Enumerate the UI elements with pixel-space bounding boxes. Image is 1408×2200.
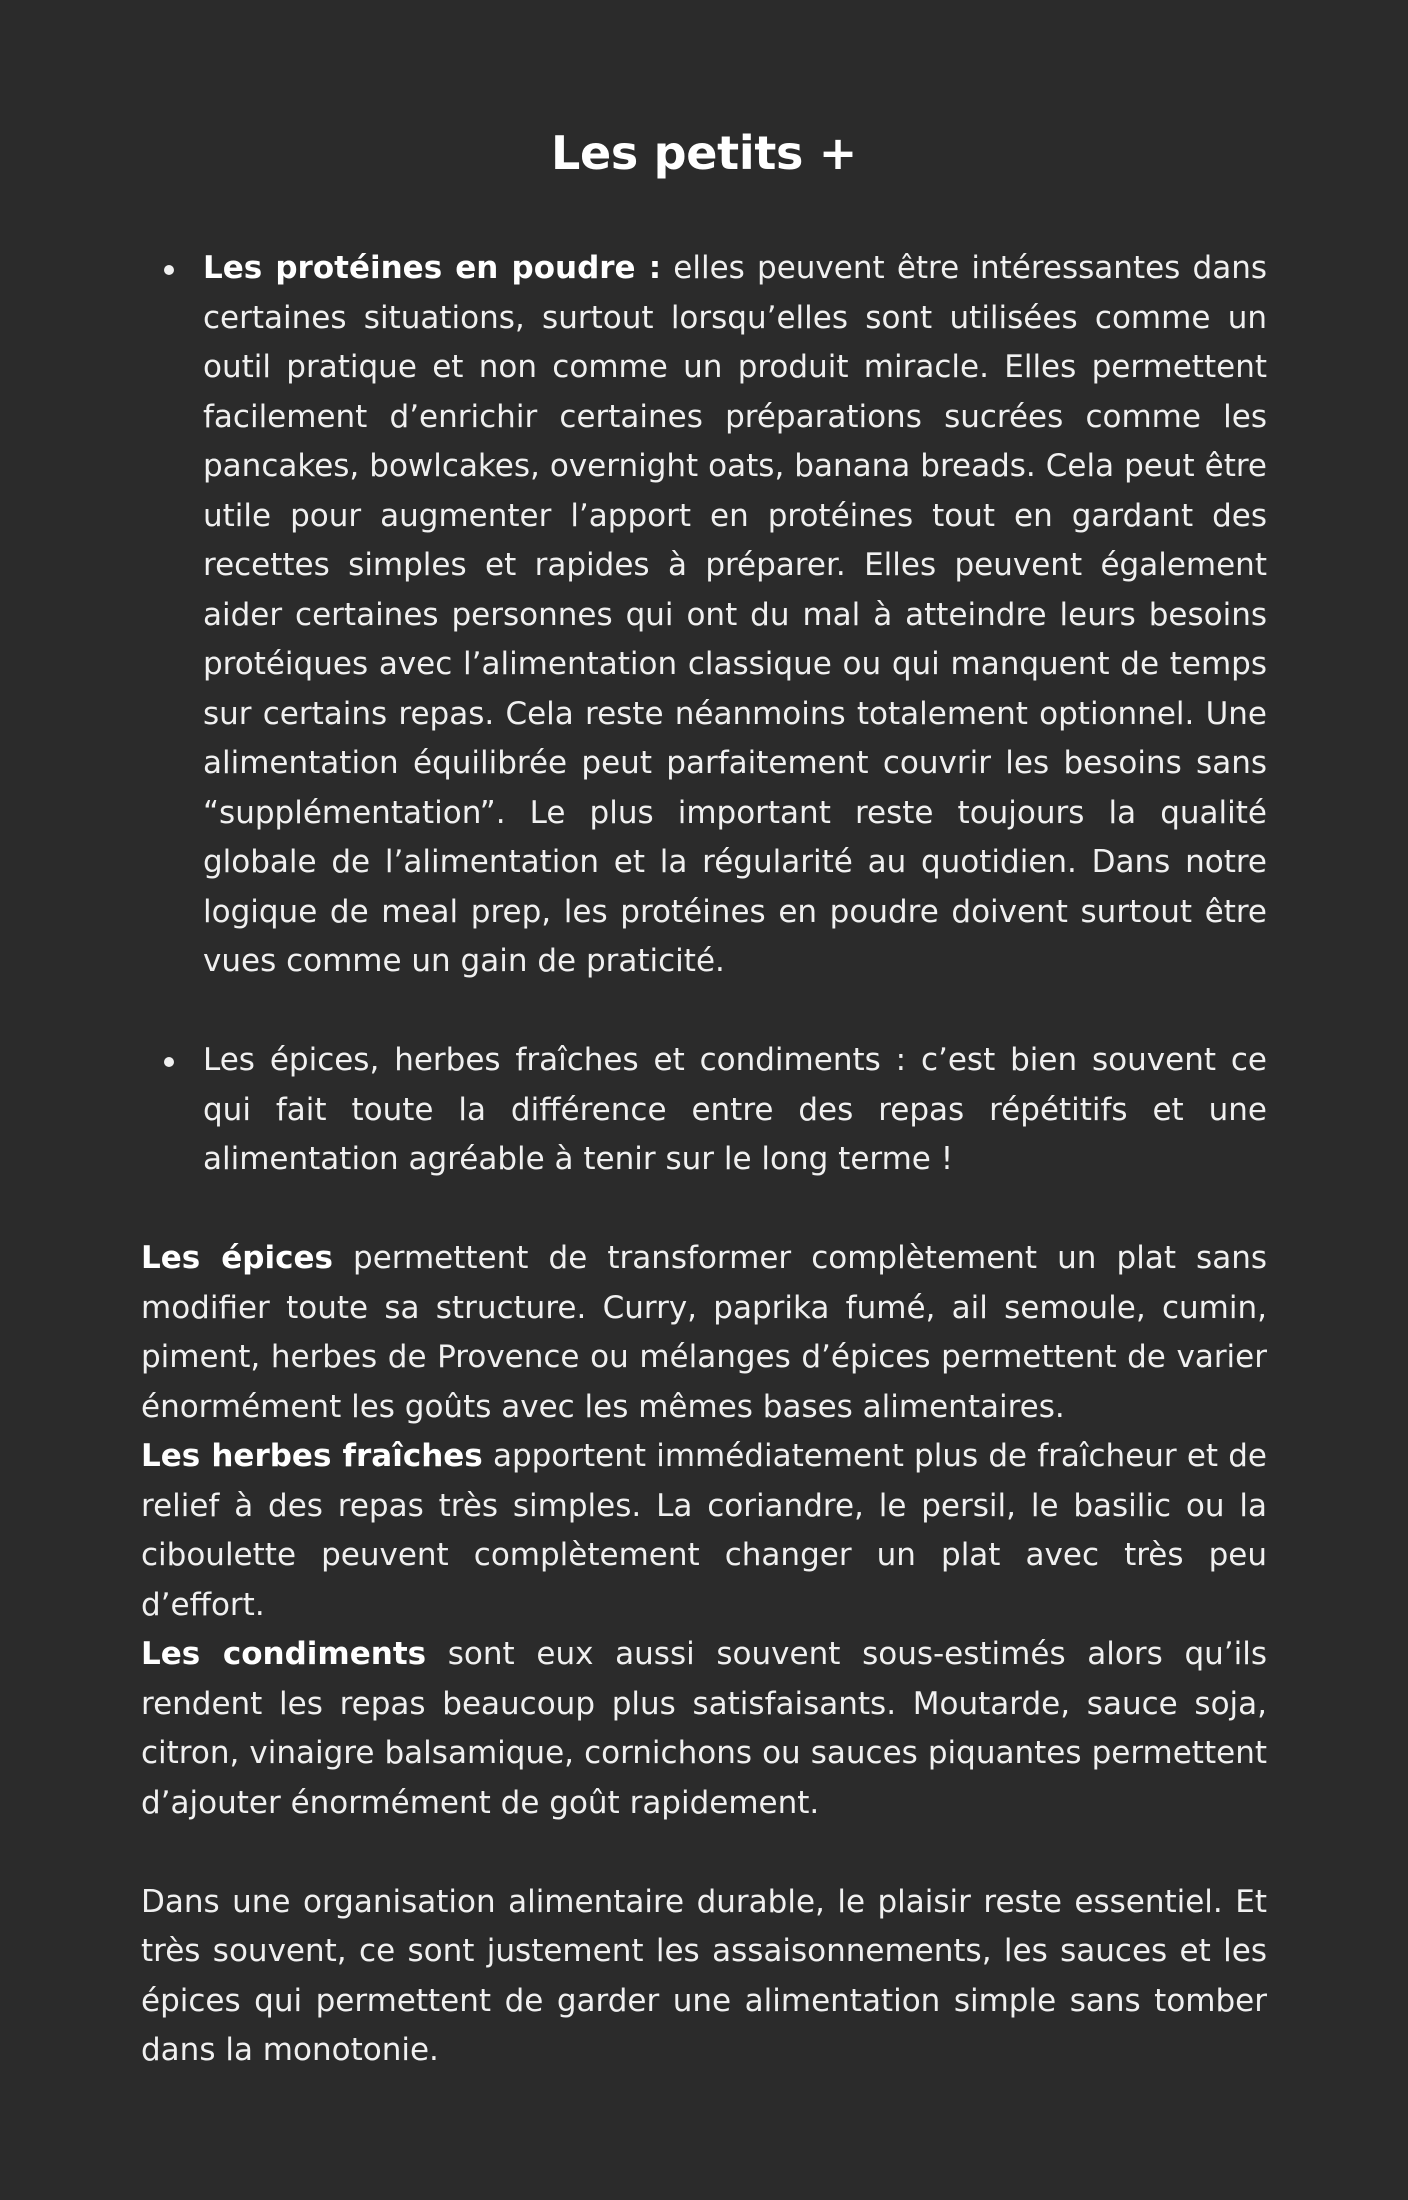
fresh-herbs-heading: Les herbes fraîches [141, 1438, 483, 1474]
spacer [141, 1185, 1267, 1235]
paragraph-condiments [141, 1630, 1267, 1828]
spices-heading: Les épices [141, 1240, 333, 1276]
paragraph-fresh-herbs [141, 1432, 1267, 1630]
condiments-heading: Les condiments [141, 1636, 427, 1672]
protein-powder-text: elles peuvent être intéressantes dans certaines situations, surtout lorsqu’elles sont utilisées comme un outil pratique et non comme un produit miracle. Elles permettent facilement d’enrichir certaines préparations sucrées comme les pancakes, bowlcakes, overnight oats, banana breads. Cela peut être utile pour augmenter l’apport en protéines tout en gardant des recettes simples et rapides à préparer. Elles peuvent également aider certaines personnes qui ont du mal à atteindre leurs besoins protéiques avec l’alimentation classique ou qui manquent de temps sur certains repas. Cela reste néanmoins totalement optionnel. Une alimentation équilibrée peut parfaitement couvrir les besoins sans “supplémentation”. Le plus important reste toujours la qualité globale de l’alimentation et la régularité au quotidien. Dans notre logique de meal prep, les protéines en poudre doivent surtout être vues comme un gain de praticité. [203, 250, 1267, 979]
page-title: Les petits + [550, 126, 858, 180]
list-item-spices-herbs [141, 1036, 1267, 1185]
paragraph-spices [141, 1234, 1267, 1432]
list-item-protein-powder [141, 244, 1267, 987]
document-body [141, 244, 1267, 2076]
spacer [141, 1828, 1267, 1878]
fresh-herbs-text: apportent immédiatement plus de fraîcheur et de relief à des repas très simples. La coriandre, le persil, le basilic ou la ciboulette peuvent complètement changer un plat avec très peu d’effort. [141, 1438, 1268, 1623]
protein-powder-heading: Les protéines en poudre : [203, 250, 662, 286]
spices-text: permettent de transformer complètement un plat sans modifier toute sa structure. Curry, paprika fumé, ail semoule, cumin, piment, herbes de Provence ou mélanges d’épices permettent de varier énormément les goûts avec les mêmes bases alimentaires. [141, 1240, 1268, 1425]
conclusion-paragraph: Dans une organisation alimentaire durable, le plaisir reste essentiel. Et très souvent, ce sont justement les assaisonnements, les sauces et les épices qui permettent de garder une alimentation simple sans tomber dans la monotonie. [141, 1883, 1267, 2068]
spacer [141, 987, 1267, 1037]
condiments-text: sont eux aussi souvent sous-estimés alors qu’ils rendent les repas beaucoup plus satisfaisants. Moutarde, sauce soja, citron, vinaigre balsamique, cornichons ou sauces piquantes permettent d’ajouter énormément de goût rapidement. [141, 1636, 1268, 1821]
spices-herbs-text: Les épices, herbes fraîches et condiments : c’est bien souvent ce qui fait toute la différence entre des repas répétitifs et une alimentation agréable à tenir sur le long terme ! [203, 1042, 1267, 1177]
bullet-list [141, 244, 1267, 1185]
